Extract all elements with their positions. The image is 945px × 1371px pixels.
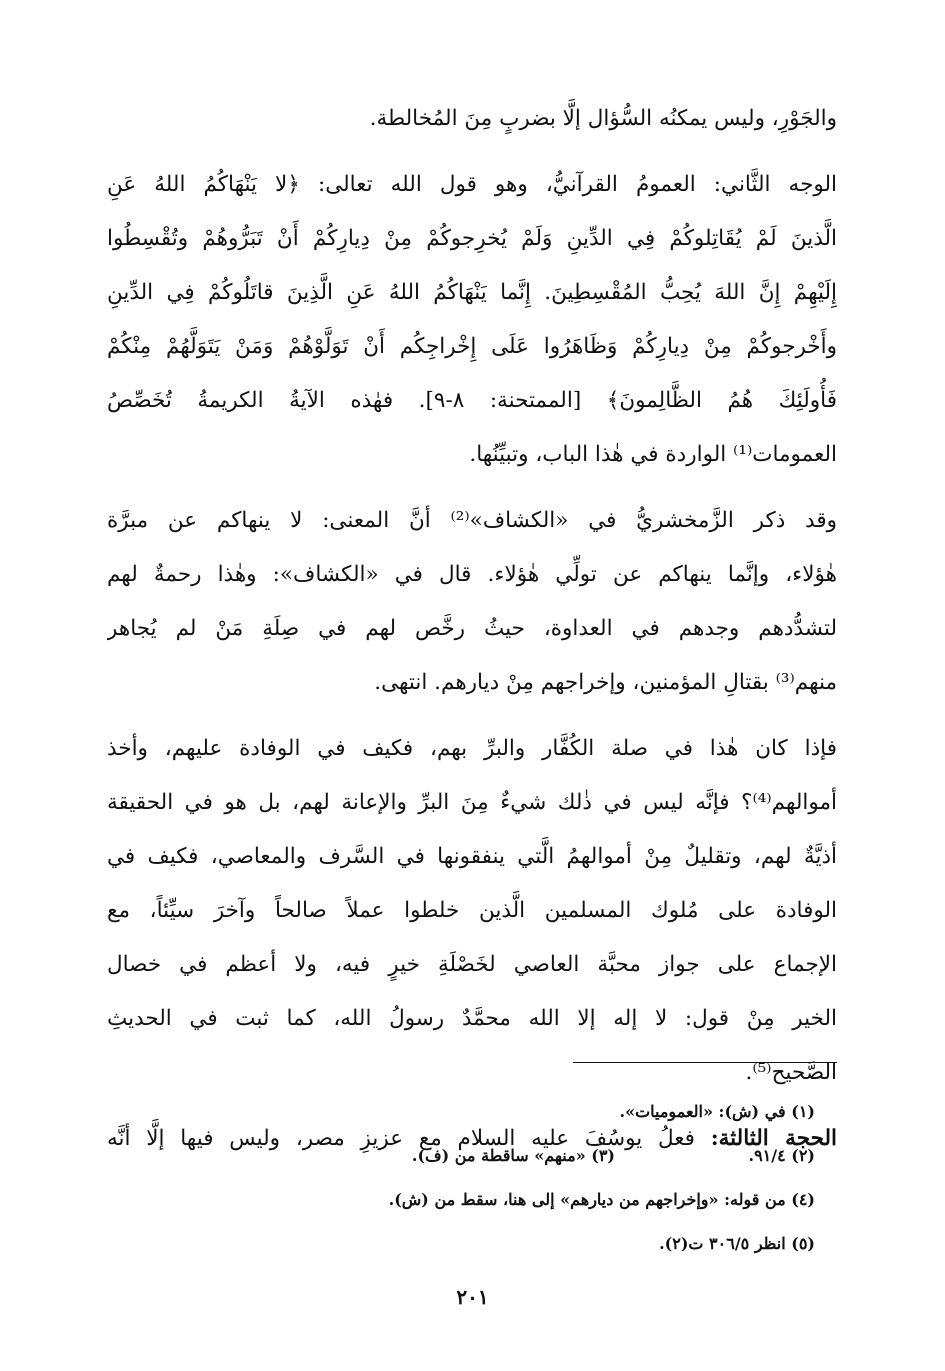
footnotes bbox=[175, 1090, 815, 1266]
text-line: فإذا كان هٰذا في صلة الكُفَّار والبرِّ بهم، فكيف في الوفادة عليهم، وأخذ bbox=[107, 736, 837, 761]
text-line: الصَّحيح⁽⁵⁾. bbox=[745, 1060, 837, 1085]
text-line: وأَخْرجوكُمْ مِنْ دِيارِكُمْ وَظَاهَرُوا عَلَى إِخْراجِكُم أَنْ تَوَلَّوْهُمْ وَمَنْ يَتَوَلَّهُمْ مِنْكُمْ bbox=[107, 334, 837, 359]
main-text bbox=[107, 92, 837, 1166]
footnote-2: (٢) ٩١/٤. bbox=[748, 1146, 815, 1165]
heading-line-text: فعلُ يوسُفَ عليه السلام مع عزيزِ مصر، وليس فيها إلَّا أنَّه bbox=[107, 1126, 695, 1151]
text-line: أذيَّةٌ لهم، وتقليلٌ مِنْ أموالهمُ الَّتي ينفقونها في السَّرف والمعاصي، فكيف في bbox=[107, 844, 837, 869]
footnote-separator bbox=[573, 1062, 837, 1063]
footnote-3: (٣) «منهم» ساقطة من (ف). bbox=[411, 1146, 615, 1165]
text-line: الوجه الثَّاني: العمومُ القرآنيُّ، وهو قول الله تعالى: ﴿لا يَنْهَاكُمُ اللهُ عَنِ bbox=[107, 172, 837, 197]
text-line: والجَوْرِ، وليس يمكنُه السُّؤال إلَّا بضربٍ مِنَ المُخالطة. bbox=[369, 106, 837, 131]
footnote-5: (٥) انظر ٣٠٦/٥ ت(٢). bbox=[659, 1234, 815, 1253]
text-line: الَّذينَ لَمْ يُقَاتِلوكُمْ فِي الدِّينِ وَلَمْ يُخرِجوكُمْ مِنْ دِيارِكُمْ أَنْ تَبَرُّوهُمْ وتُقْسِطُوا bbox=[107, 226, 837, 251]
text-line: وقد ذكر الزَّمخشريُّ في «الكشاف»⁽²⁾ أنَّ المعنى: لا ينهاكم عن مبرَّة bbox=[107, 508, 837, 533]
text-line: هٰؤلاء، وإنَّما ينهاكم عن تولِّي هٰؤلاء. قال في «الكشاف»: وهٰذا رحمةٌ لهم bbox=[107, 562, 837, 587]
footnote-4: (٤) من قوله: «وإخراجهم من ديارهم» إلى هنا، سقط من (ش). bbox=[388, 1190, 815, 1209]
text-line: لتشدُّدهم وجدهم في العداوة، حيثُ رخَّص لهم في صِلَةِ مَنْ لم يُجاهر bbox=[107, 616, 837, 641]
footnote-row bbox=[175, 1134, 815, 1178]
text-line: منهم⁽³⁾ بقتالِ المؤمنين، وإخراجهم مِنْ ديارهم. انتهى. bbox=[374, 670, 837, 695]
text-line: إِلَيْهِمْ إِنَّ اللهَ يُحِبُّ المُقْسِطِينَ. إِنَّما يَنْهَاكُمُ اللهُ عَنِ الَّذِينَ قاتَلُوكُمْ فِي الدِّينِ bbox=[107, 280, 837, 305]
page-number: ٢٠١ bbox=[456, 1285, 489, 1309]
section-heading: الحجة الثالثة: bbox=[710, 1126, 837, 1151]
text-line: أموالهم⁽⁴⁾؟ فإنَّه ليس في ذٰلك شيءٌ مِنَ البرِّ والإعانة لهم، بل هو في الحقيقة bbox=[107, 790, 837, 815]
text-line: فَأُولَئِكَ هُمُ الظَّالِمونَ﴾ [الممتحنة: ٨-٩]. فهٰذه الآيةُ الكريمةُ تُخَصِّصُ bbox=[107, 388, 837, 413]
text-line: الإجماع على جواز محبَّة العاصي لخَصْلَةِ خيرٍ فيه، ولا أعظم في خصال bbox=[107, 952, 837, 977]
text-line: الخير مِنْ قول: لا إله إلا الله محمَّدٌ رسولُ الله، كما ثبت في الحديثِ bbox=[107, 1006, 837, 1031]
text-line: الوفادة على مُلوك المسلمين الَّذين خلطوا عملاً صالحاً وآخرَ سيِّئاً، مع bbox=[107, 898, 837, 923]
footnote-1: (١) في (ش): «العموميات». bbox=[619, 1102, 815, 1121]
text-line: العمومات⁽¹⁾ الواردة في هٰذا الباب، وتبيِّنُها. bbox=[469, 442, 837, 467]
